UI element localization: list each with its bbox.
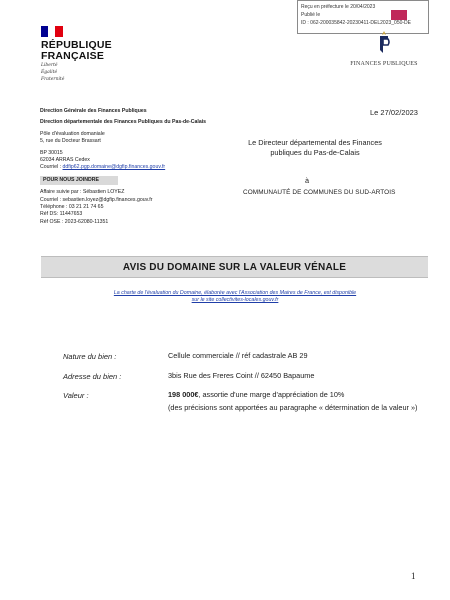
valeur-detail: (des précisions sont apportées au paragraphe « détermination de la valeur ») [168,403,418,412]
contact-affaire: Affaire suivie par : Sébastien LOYEZ [40,189,125,196]
page-number: 1 [411,571,416,581]
nature-label: Nature du bien : [63,352,117,361]
sender-street: 5, rue du Docteur Brassart [40,138,101,145]
charter-line1: La charte de l'évaluation du Domaine, élaborée avec l'Association des Maires de France, est disponible [113,290,357,296]
charter-line2: sur le site collectivites-locales.gouv.fr [191,297,279,303]
sender-block [40,108,240,226]
valeur-margin: , assortie d'une marge d'appréciation de 10% [198,390,345,399]
stamp-id: ID : 062-200035842-20230411-DEL2023_050-DE [301,20,411,26]
finances-publiques-logo [344,30,424,67]
stamp-published: Publié le [301,12,321,18]
adresse-label: Adresse du bien : [63,372,122,381]
ref-ds: Réf DS: 11447653 [40,211,83,218]
document-date: Le 27/02/2023 [370,108,418,117]
contact-phone: Téléphone : 03 21 21 74 65 [40,204,104,211]
sender-dgfip: Direction Générale des Finances Publiques [40,108,147,114]
sender-ddfip: Direction départementale des Finances Publiques du Pas-de-Calais [40,119,207,126]
adresse-value: 3bis Rue des Freres Coint // 62450 Bapaume [168,371,315,380]
valeur-amount: 198 000€ [168,390,199,399]
rf-motto-1: Liberté [41,63,58,68]
sender-courriel [40,164,240,171]
recipient-a: à [305,176,310,185]
sender-courriel-link[interactable]: ddfip62.pgp.domaine@dgfip.finances.gouv.fr [62,164,166,171]
recipient-name: COMMUNAUTÉ DE COMMUNES DU SUD-ARTOIS [243,189,396,196]
sender-courriel-label: Courriel : [40,164,62,171]
finances-publiques-label: FINANCES PUBLIQUES [350,61,418,67]
charter-link[interactable] [60,290,410,304]
finances-publiques-emblem-icon [375,30,393,54]
sender-bp: BP 30015 [40,149,63,156]
director-line2: publiques du Pas-de-Calais [270,147,360,157]
stamp-received: Reçu en préfecture le 20/04/2023 [301,4,376,10]
marianne-flag-icon [41,26,63,37]
document-title-banner: AVIS DU DOMAINE SUR LA VALEUR VÉNALE [41,256,428,278]
rf-title-line2: FRANÇAISE [41,49,105,62]
valeur-value [168,390,344,400]
stamp-logo-icon [391,10,407,20]
rf-title-line1: RÉPUBLIQUE [41,39,112,51]
prefecture-stamp [297,0,429,34]
valeur-label: Valeur : [63,391,89,400]
ref-ose: Réf OSE : 2023-62080-11351 [40,218,109,225]
sender-city: 62034 ARRAS Cedex [40,157,90,164]
sender-pole: Pôle d'évaluation domaniale [40,130,105,137]
rf-motto-2: Égalité [41,70,58,75]
pour-nous-joindre-badge: POUR NOUS JOINDRE [40,176,118,185]
director-block [245,138,385,157]
nature-value: Cellule commerciale // réf cadastrale AB 29 [168,351,308,360]
contact-mail: Courriel : sebastien.loyez@dgfip.finances.gouv.fr [40,196,153,203]
director-line1: Le Directeur départemental des Finances [248,138,382,147]
republique-francaise-logo [41,26,121,82]
rf-motto-3: Fraternité [41,77,65,82]
